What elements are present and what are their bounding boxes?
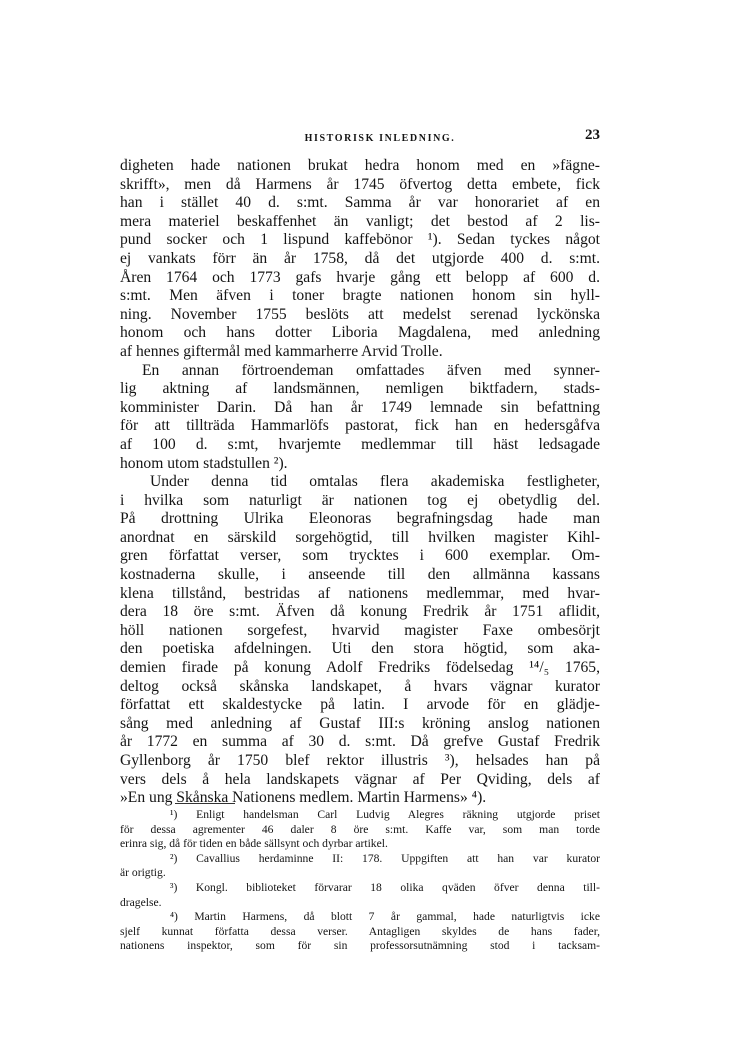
footnote-line: ¹) Enligt handelsman Carl Ludvig Alegres räkning utgjorde priset <box>170 808 600 821</box>
body-line: höll nationen sorgefest, hvarvid magister Faxe ombesörjt <box>120 621 600 639</box>
body-line: författat ett skaldestycke på latin. I arvode för en glädje- <box>120 696 600 714</box>
body-line: digheten hade nationen brukat hedra honom med en »fägne- <box>120 157 600 174</box>
body-text <box>120 157 600 808</box>
body-line: år 1772 en summa af 30 d. s:mt. Då grefve Gustaf Fredrik <box>120 733 600 751</box>
page-number: 23 <box>585 127 600 143</box>
body-line: pund socker och 1 lispund kaffebönor ¹). Sedan tyckes något <box>120 231 600 249</box>
body-line: vers dels å hela landskapets vägnar af Per Qviding, dels af <box>120 770 600 788</box>
body-line: af hennes giftermål med kammarherre Arvid Trolle. <box>120 342 443 360</box>
footnote-line: dragelse. <box>120 895 162 909</box>
body-line: Åren 1764 och 1773 gafs hvarje gång ett belopp af 600 d. <box>120 268 600 286</box>
body-line: »En ung Skånska Nationens medlem. Martin Harmens» ⁴). <box>120 789 487 807</box>
body-line: klena tillstånd, bestridas af nationens medlemmar, med hvar- <box>120 584 600 602</box>
body-line: han i stället 40 d. s:mt. Samma år var honorariet af en <box>120 194 600 212</box>
body-line: för att tillträda Hammarlöfs pastorat, fick han en hedersgåfva <box>120 417 600 435</box>
body-line: honom och hans dotter Liboria Magdalena, med anledning <box>120 324 600 342</box>
footnote-divider <box>175 803 235 804</box>
footnote-line: ²) Cavallius herdaminne II: 178. Uppgiften att han var kurator <box>170 851 600 865</box>
footnote-line: ⁴) Martin Harmens, då blott 7 år gammal, hade naturligtvis icke <box>170 910 600 924</box>
footnote-line: erinra sig, då för tiden en både sällsynt och dyrbar artikel. <box>120 837 388 851</box>
body-line: sång med anledning af Gustaf III:s kröning anslog nationen <box>120 714 600 732</box>
footnote-line: nationens inspektor, som för sin professorsutnämning stod i tacksam- <box>120 939 600 953</box>
footnote-line: sjelf kunnat författa dessa verser. Antagligen skyldes de hans fader, <box>120 924 600 938</box>
body-line: af 100 d. s:mt, hvarjemte medlemmar till häst ledsagade <box>120 435 600 453</box>
body-line: kostnaderna skulle, i anseende till den allmänna kassans <box>120 566 600 584</box>
body-line: Gyllenborg år 1750 blef rektor illustris ³), helsades han på <box>120 752 600 769</box>
body-line: lig aktning af landsmännen, nemligen biktfadern, stads- <box>120 380 600 398</box>
body-line: demien firade på konung Adolf Fredriks födelsedag ¹⁴/₅ 1765, <box>120 659 600 677</box>
body-line: På drottning Ulrika Eleonoras begrafningsdag hade man <box>120 510 600 528</box>
body-line: anordnat en särskild sorgehögtid, till hvilken magister Kihl- <box>120 528 600 546</box>
footnote-line: för dessa agrementer 46 daler 8 öre s:mt. Kaffe var, som man torde <box>120 822 600 836</box>
body-line: deltog också skånska landskapet, å hvars vägnar kurator <box>120 677 600 695</box>
body-line: skrifft», men då Harmens år 1745 öfvertog detta embete, fick <box>120 175 600 193</box>
body-line: s:mt. Men äfven i toner bragte nationen honom sin hyll- <box>120 287 600 305</box>
footnote-line: är origtig. <box>120 866 166 880</box>
body-line: den poetiska afdelningen. Uti den stora högtid, som aka- <box>120 640 600 658</box>
body-line: En annan förtroendeman omfattades äfven med synner- <box>142 361 600 379</box>
body-line: honom utom stadstullen ²). <box>120 454 288 472</box>
running-header <box>120 126 600 144</box>
body-line: i hvilka som naturligt är nationen tog ej obetydlig del. <box>120 491 600 509</box>
body-line: dera 18 öre s:mt. Äfven då konung Fredrik år 1751 aflidit, <box>120 603 600 621</box>
footnotes <box>120 808 600 954</box>
body-line: ning. November 1755 beslöts att medelst serenad lyckönska <box>120 305 600 323</box>
body-line: Under denna tid omtalas flera akademiska festligheter, <box>150 473 600 491</box>
body-line: gren författat verser, som trycktes i 600 exemplar. Om- <box>120 547 600 565</box>
body-line: mera materiel beskaffenhet än vanligt; det bestod af 2 lis- <box>120 212 600 230</box>
body-line: ej vankats förr än år 1758, då det utgjorde 400 d. s:mt. <box>120 249 600 267</box>
body-line: komminister Darin. Då han år 1749 lemnade sin befattning <box>120 398 600 416</box>
header-title: HISTORISK INLEDNING. <box>304 133 456 144</box>
footnote-line: ³) Kongl. biblioteket förvarar 18 olika qväden öfver denna till- <box>170 880 600 894</box>
